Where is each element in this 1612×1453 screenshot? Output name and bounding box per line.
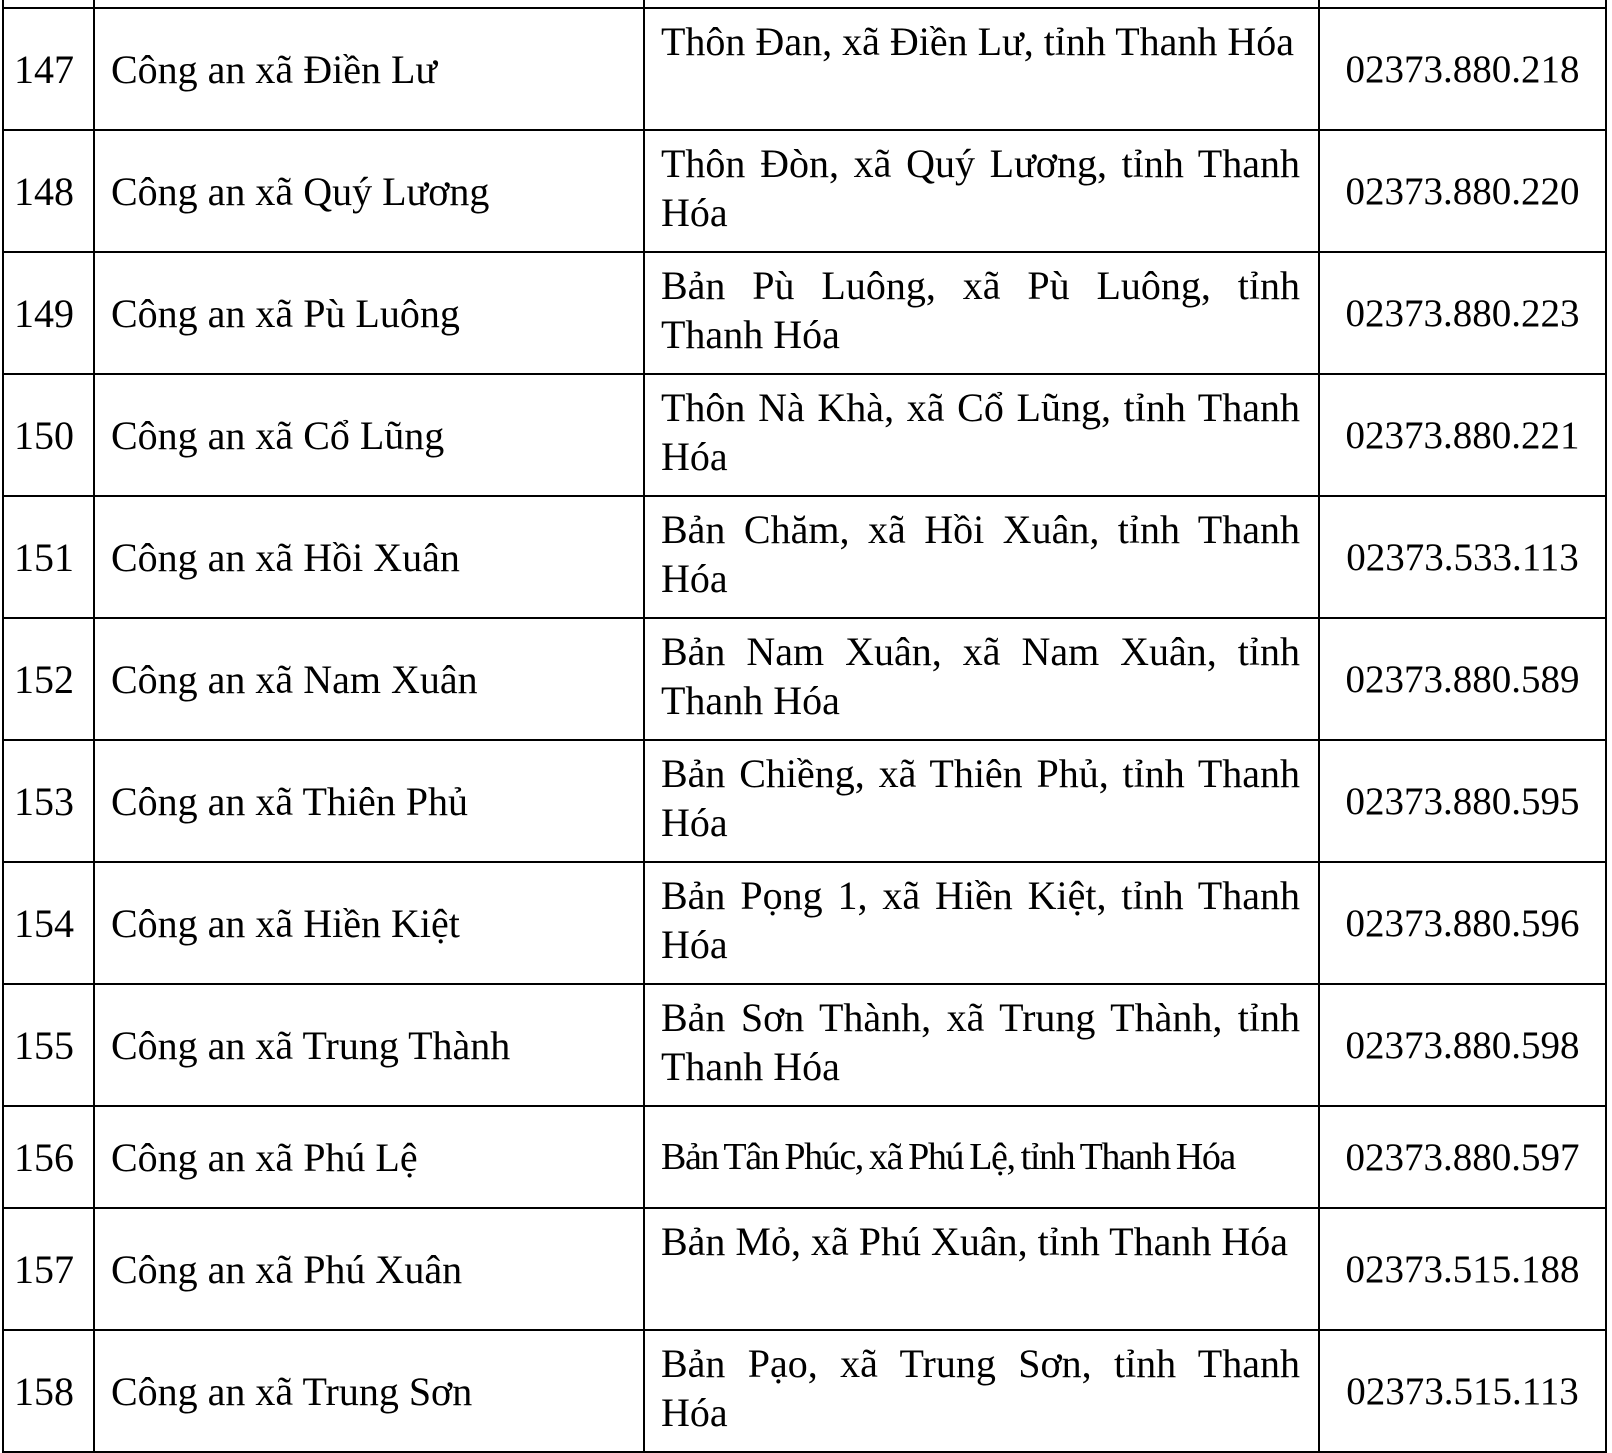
- unit-address: Thôn Đan, xã Điền Lư, tỉnh Thanh Hóa: [644, 8, 1319, 130]
- row-number: 148: [3, 130, 94, 252]
- unit-name: Công an xã Trung Thành: [94, 984, 644, 1106]
- table-row: [3, 1330, 1606, 1452]
- unit-phone: 02373.880.218: [1319, 8, 1606, 130]
- unit-address: Bản Pạo, xã Trung Sơn, tỉnh Thanh Hóa: [644, 1330, 1319, 1452]
- row-number: 156: [3, 1106, 94, 1208]
- unit-phone: 02373.880.598: [1319, 984, 1606, 1106]
- cell-empty: [644, 0, 1319, 8]
- row-number: 152: [3, 618, 94, 740]
- unit-name: Công an xã Điền Lư: [94, 8, 644, 130]
- table-row: [3, 496, 1606, 618]
- unit-address: Thôn Nà Khà, xã Cổ Lũng, tỉnh Thanh Hóa: [644, 374, 1319, 496]
- police-contact-table-container: [2, 0, 1605, 1453]
- cell-empty: [94, 0, 644, 8]
- unit-address: Bản Mỏ, xã Phú Xuân, tỉnh Thanh Hóa: [644, 1208, 1319, 1330]
- unit-name: Công an xã Hồi Xuân: [94, 496, 644, 618]
- unit-phone: 02373.880.596: [1319, 862, 1606, 984]
- row-number: 158: [3, 1330, 94, 1452]
- unit-phone: 02373.515.188: [1319, 1208, 1606, 1330]
- table-row-previous-cutoff: [3, 0, 1606, 8]
- unit-address: Bản Pọng 1, xã Hiền Kiệt, tỉnh Thanh Hóa: [644, 862, 1319, 984]
- row-number: 149: [3, 252, 94, 374]
- table-row: [3, 252, 1606, 374]
- table-row: [3, 862, 1606, 984]
- unit-name: Công an xã Trung Sơn: [94, 1330, 644, 1452]
- unit-address: Thôn Đòn, xã Quý Lương, tỉnh Thanh Hóa: [644, 130, 1319, 252]
- unit-name: Công an xã Hiền Kiệt: [94, 862, 644, 984]
- row-number: 150: [3, 374, 94, 496]
- unit-phone: 02373.880.589: [1319, 618, 1606, 740]
- unit-phone: 02373.880.220: [1319, 130, 1606, 252]
- table-row: [3, 1208, 1606, 1330]
- table-row: [3, 8, 1606, 130]
- cell-empty: [3, 0, 94, 8]
- unit-address: Bản Chăm, xã Hồi Xuân, tỉnh Thanh Hóa: [644, 496, 1319, 618]
- unit-address: Bản Tân Phúc, xã Phú Lệ, tỉnh Thanh Hóa: [644, 1106, 1319, 1208]
- table-row: [3, 1106, 1606, 1208]
- row-number: 153: [3, 740, 94, 862]
- unit-phone: 02373.880.223: [1319, 252, 1606, 374]
- row-number: 154: [3, 862, 94, 984]
- row-number: 155: [3, 984, 94, 1106]
- unit-phone: 02373.533.113: [1319, 496, 1606, 618]
- unit-address: Bản Nam Xuân, xã Nam Xuân, tỉnh Thanh Hóa: [644, 618, 1319, 740]
- police-contact-table: [2, 0, 1607, 1453]
- unit-name: Công an xã Quý Lương: [94, 130, 644, 252]
- unit-address: Bản Pù Luông, xã Pù Luông, tỉnh Thanh Hóa: [644, 252, 1319, 374]
- unit-address: Bản Sơn Thành, xã Trung Thành, tỉnh Thanh Hóa: [644, 984, 1319, 1106]
- row-number: 147: [3, 8, 94, 130]
- row-number: 157: [3, 1208, 94, 1330]
- cell-empty: [1319, 0, 1606, 8]
- table-row: [3, 984, 1606, 1106]
- table-row: [3, 374, 1606, 496]
- unit-name: Công an xã Phú Lệ: [94, 1106, 644, 1208]
- unit-phone: 02373.515.113: [1319, 1330, 1606, 1452]
- unit-phone: 02373.880.597: [1319, 1106, 1606, 1208]
- unit-name: Công an xã Nam Xuân: [94, 618, 644, 740]
- unit-name: Công an xã Thiên Phủ: [94, 740, 644, 862]
- unit-address: Bản Chiềng, xã Thiên Phủ, tỉnh Thanh Hóa: [644, 740, 1319, 862]
- unit-name: Công an xã Pù Luông: [94, 252, 644, 374]
- unit-name: Công an xã Phú Xuân: [94, 1208, 644, 1330]
- unit-phone: 02373.880.221: [1319, 374, 1606, 496]
- unit-phone: 02373.880.595: [1319, 740, 1606, 862]
- table-row: [3, 740, 1606, 862]
- table-row: [3, 130, 1606, 252]
- table-row: [3, 618, 1606, 740]
- row-number: 151: [3, 496, 94, 618]
- unit-name: Công an xã Cổ Lũng: [94, 374, 644, 496]
